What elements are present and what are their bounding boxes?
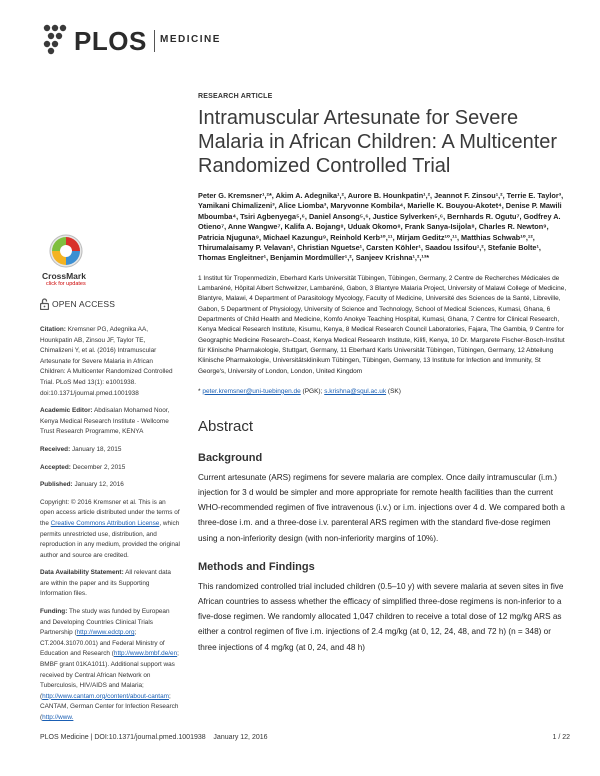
academic-editor-block [40, 406, 180, 438]
background-text: Current artesunate (ARS) regimens for severe malaria are complex. Once daily intramuscular (i.m.) injection for 3 d would be simpler and more appropriate for remote health facilities than the current WHO-recommended regimen of five intravenous (i.v.) or i.m. injections over 4 d. We compared both a three-dose i.m. and a three-dose i.v. parenteral ARS regimen with the standard five-dose regimen using a non-inferiority design (with non-inferiority margins of 10%). [198, 472, 565, 543]
open-access-badge [40, 298, 160, 312]
cantam-link[interactable]: http://www.cantam.org/content/about-cantam [42, 692, 169, 700]
funding-text-4: ; CANTAM, German Center for Infection Research ( [40, 692, 179, 721]
plos-medicine-logo[interactable] [40, 20, 221, 60]
email-link-kremsner[interactable]: peter.kremsner@uni-tuebingen.de [202, 387, 301, 395]
funding-text: The study was funded by European and Developing Countries Clinical Trials Partnership ( [40, 608, 170, 637]
abstract-heading: Abstract [198, 417, 254, 435]
corr-initials-1: (PGK); [300, 387, 325, 395]
published-block [40, 480, 180, 491]
article-metadata-sidebar [40, 325, 180, 731]
crossmark-sublabel: click for updates [46, 281, 86, 287]
received-label: Received: [40, 445, 71, 453]
background-heading: Background [198, 451, 263, 464]
published-label: Published: [40, 481, 73, 489]
article-type: RESEARCH ARTICLE [198, 93, 273, 100]
author-list: Peter G. Kremsner¹,²*, Akim A. Adegnika¹,², Aurore B. Hounkpatin¹,², Jeannot F. Zinsou¹,², Terrie E. Taylor³, Yamikani Chimalizeni³, Alice Liomba³, Maryvonne Kombila⁴, Marielle K. Bouyou-Akotet⁴, Denise P. Mawili Mboumba⁴, Tsiri Agbenyega⁵,⁶, Daniel Ansong⁵,⁶, Justice Sylverken⁵,⁶, Bernhards R. Ogutu⁷, Godfrey A. Otieno⁷, Anne Wangwe⁷, Kalifa A. Bojang⁸, Uduak Okomo⁸, Frank Sanya-Isijola⁸, Charles R. Newton⁹, Patricia Njuguna⁹, Michael Kazungu⁹, Reinhold Kerb¹⁰,¹¹, Mirjam Geditz¹⁰,¹¹, Matthias Schwab¹⁰,¹², Thirumalaisamy P. Velavan¹, Christian Nguetse¹, Carsten Köhler¹, Saadou Issifou¹,², Stefanie Bolte¹, Thomas Engleitner¹, Benjamin Mordmüller¹,², Sanjeev Krishna¹,²,¹³* [198, 191, 564, 263]
citation-block [40, 325, 180, 399]
crossmark-badge[interactable] [40, 234, 92, 287]
academic-editor-text: Abdisalan Mohamed Noor, Kenya Medical Research Institute - Wellcome Trust Research Programme, KENYA [40, 407, 170, 436]
copyright-block [40, 498, 180, 562]
affiliations: 1 Institut für Tropenmedizin, Eberhard Karls Universität Tübingen, Tübingen, Germany, 2 Centre de Recherches Médicales de Lambaréné, Hôpital Albert Schweitzer, Lambaréné, Gabon, 3 Blantyre Malaria Project, University of Malawi College of Medicine, Blantyre, Malawi, 4 Department of Parasitology Mycology, Faculty of Medicine, Université des Sciences de la Santé, Libreville, Gabon, 5 Department of Physiology, University of Science and Technology, School of Medical Sciences, Kumasi, Ghana, 6 Departments of Child Health and Medicine, Komfo Anokye Teaching Hospital, Kumasi, Ghana, 7 Centre for Clinical Research, Kenya Medical Research Institute, Kisumu, Kenya, 8 Medical Research Council Laboratories, Fajara, The Gambia, 9 Centre for Geographic Medicine Research–Coast, Kenya Medical Research Institute, Kilifi, Kenya, 10 Dr. Margarete Fischer-Bosch-Institut für Klinische Pharmakologie, Stuttgart, Germany, 11 Eberhard Karls Universität Tübingen, Tübingen, Germany, 12 Abteilung Klinische Pharmakologie, Universitätsklinikum Tübingen, Tübingen, Germany, 13 Institute for Infection and Immunity, St George's, University of London, London, United Kingdom [198, 274, 567, 375]
data-availability-block [40, 568, 180, 600]
citation-label: Citation: [40, 326, 66, 333]
published-date: January 12, 2016 [74, 481, 124, 489]
funding-text-3: ; BMBF grant 01KA1011). Additional support was received by Central African Network on Tuberculosis, HIV/AIDS and Malaria; ( [40, 650, 179, 700]
bmbf-link[interactable]: http://www.bmbf.de/en [113, 650, 178, 658]
open-lock-icon [40, 298, 49, 310]
corresponding-authors [198, 388, 568, 395]
email-link-krishna[interactable]: s.krishna@sgul.ac.uk [324, 387, 387, 395]
data-availability-text: All relevant data are within the paper and its Supporting Information files. [40, 569, 171, 598]
received-date: January 18, 2015 [71, 445, 122, 453]
citation-text: Kremsner PG, Adegnika AA, Hounkpatin AB, Zinsou JF, Taylor TE, Chimalizeni Y, et al. (2016) Intramuscular Artesunate for Severe Malaria in African Children: A Multicenter Randomized Controlled Trial. PLoS Med 13(1): e1001938. doi:10.1371/journal.pmed.1001938 [40, 326, 173, 397]
funding-label: Funding: [40, 608, 68, 616]
footer-citation: PLOS Medicine | DOI:10.1371/journal.pmed.1001938 January 12, 2016 [40, 734, 268, 741]
crossmark-icon [46, 234, 86, 270]
academic-editor-label: Academic Editor: [40, 407, 93, 415]
methods-text: This randomized controlled trial included children (0.5–10 y) with severe malaria at seven sites in five African countries to assess whether the efficacy of simplified three-dose regimens is non-inferior to a five-dose regimen. We randomly allocated 1,047 children to receive a total dose of 12 mg/kg ARS as either a control regimen of five i.m. injections of 2.4 mg/kg (at 0, 12, 24, 48, and 72 h) (n = 348) or three injections of 4 mg/kg (at 0, 24, and 48 h) [198, 581, 564, 652]
article-main [198, 93, 568, 655]
edctp-link[interactable]: http://www.edctp.org [76, 629, 135, 637]
logo-plos-word: PLOS [74, 26, 147, 56]
funding-block [40, 607, 180, 724]
corr-initials-2: (SK) [386, 387, 401, 395]
cc-license-link[interactable]: Creative Commons Attribution License [50, 519, 160, 527]
methods-heading: Methods and Findings [198, 560, 315, 573]
corresponding-star: * [198, 387, 201, 395]
plos-logo-icon [40, 20, 70, 56]
page-number: 1 / 22 [552, 734, 570, 741]
article-title: Intramuscular Artesunate for Severe Malaria in African Children: A Multicenter Randomized Controlled Trial [198, 107, 558, 177]
logo-divider [154, 30, 155, 52]
accepted-label: Accepted: [40, 463, 71, 471]
copyright-text-end: , which permits unrestricted use, distribution, and reproduction in any medium, provided the original author and source are credited. [40, 519, 180, 559]
dzif-link[interactable]: http://www. [42, 714, 74, 721]
data-availability-label: Data Availability Statement: [40, 569, 124, 577]
crossmark-label: CrossMark [42, 271, 86, 281]
open-access-label: OPEN ACCESS [52, 299, 116, 309]
copyright-text: Copyright: © 2016 Kremsner et al. This is an open access article distributed under the terms of the [40, 498, 180, 527]
accepted-date: December 2, 2015 [72, 463, 126, 471]
logo-journal-name: MEDICINE [160, 34, 221, 45]
funding-text-2: ; CT.2004.31070.001) and Federal Ministry of Education and Research ( [40, 629, 165, 658]
received-block [40, 445, 180, 456]
accepted-block [40, 463, 180, 474]
